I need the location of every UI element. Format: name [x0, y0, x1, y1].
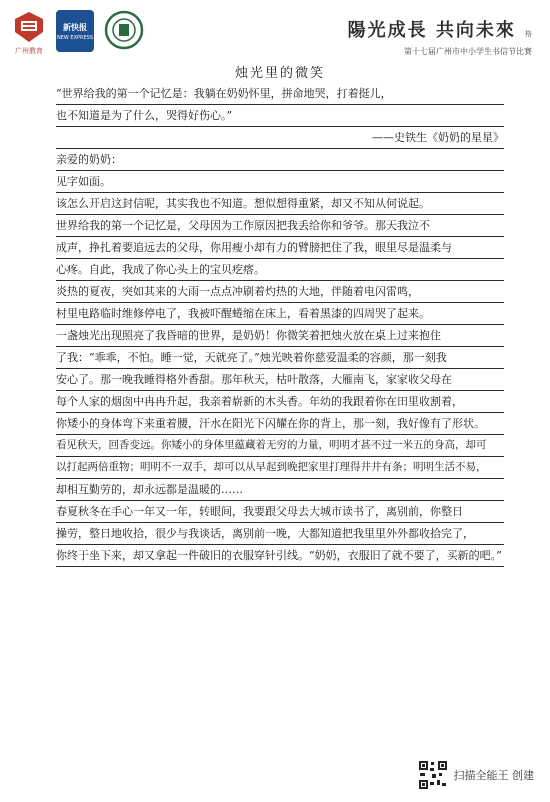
competition-slogan [348, 16, 532, 57]
logo2-text: 新快报 [63, 22, 87, 32]
new-express-logo [56, 10, 94, 52]
letter-line [56, 545, 504, 567]
slogan-small-mark: 格 [525, 30, 532, 38]
letter-line [56, 479, 504, 501]
scanner-watermark [418, 760, 535, 790]
letter-line-text: 却相互勤劳的，却永远都是温暖的…… [56, 483, 243, 496]
letter-line-text: 了我：“乖乖，不怕。睡一觉，天就亮了。”烛光映着你慈爱温柔的容颜，那一刻我 [56, 351, 447, 364]
letter-paper [56, 62, 504, 567]
letter-line-text: 见字如面。 [56, 175, 111, 188]
letter-line-text: 成声，挣扎着要追远去的父母，你用瘦小却有力的臂膀把住了我，眼里尽是温柔与 [56, 241, 452, 254]
letter-line-text: 炎热的夏夜，突如其来的大雨一点点冲刷着灼热的大地，伴随着电闪雷鸣， [56, 285, 419, 298]
letter-line [56, 435, 504, 457]
letter-line [56, 369, 504, 391]
competition-name: 第十七届广州市中小学生书信节比赛 [404, 47, 532, 56]
letter-line-text: 你终于坐下来，却又拿起一件破旧的衣服穿针引线。“奶奶，衣服旧了就不要了，买新的吧。” [56, 549, 502, 562]
letter-line-text: 你矮小的身体弯下来重着腰，汗水在阳光下闪耀在你的背上，那一刻，我好像有了形状。 [56, 417, 485, 430]
letter-line [56, 281, 504, 303]
letter-line-text: 世界给我的第一个记忆是，父母因为工作原因把我丢给你和爷爷。那天我泣不 [56, 219, 430, 232]
letter-line [56, 105, 504, 127]
letter-line-text: 每个人家的烟囱中冉冉升起，我亲着崭新的木头香。年幼的我跟着你在田里收割着， [56, 395, 463, 408]
scanner-label: 扫描全能王 创建 [453, 769, 534, 782]
letter-line-text: 安心了。那一晚我睡得格外香甜。那年秋天，枯叶散落，大雁南飞，家家收父母在 [56, 373, 452, 386]
letter-line-text: ——史铁生《奶奶的星星》 [372, 131, 504, 144]
letter-line [56, 127, 504, 149]
letter-line [56, 413, 504, 435]
letter-line-text: 也不知道是为了什么，哭得好伤心。” [56, 109, 233, 122]
letter-line-text: 亲爱的奶奶： [56, 153, 122, 166]
letter-body [56, 83, 504, 567]
letter-line [56, 215, 504, 237]
letter-line-text: 一盏烛光出现照亮了我昏暗的世界，是奶奶！你微笑着把烛火放在桌上过来抱住 [56, 329, 441, 342]
guangzhou-education-logo [12, 10, 46, 56]
letter-line [56, 391, 504, 413]
logo2-sub: NEW EXPRESS [56, 34, 93, 41]
qr-code-icon [418, 760, 448, 790]
letter-line [56, 193, 504, 215]
letter-line [56, 457, 504, 479]
letter-line [56, 259, 504, 281]
letter-line [56, 347, 504, 369]
letter-title: 烛光里的微笑 [234, 66, 325, 81]
letter-line-text: “世界给我的第一个记忆是：我躺在奶奶怀里，拼命地哭，打着挺儿， [56, 87, 392, 100]
letter-line [56, 523, 504, 545]
letter-line-text: 以打起两倍重物；明明不一双手，却可以从早起到晚把家里打理得井井有条；明明生活不易， [56, 461, 487, 473]
sponsor-logos [12, 10, 144, 56]
letter-line [56, 325, 504, 347]
letter-line [56, 83, 504, 105]
letter-line-text: 操劳，整日地收拾，很少与我谈话，离别前一晚，大都知道把我里里外外都收拾完了， [56, 527, 474, 540]
letter-line [56, 171, 504, 193]
logo1-caption: 广州教育 [15, 47, 43, 55]
letter-line-text: 春夏秋冬在手心一年又一年，转眼间，我要跟父母去大城市读书了，离别前，你整日 [56, 505, 463, 518]
letter-line [56, 303, 504, 325]
letter-line-text: 村里电路临时维修停电了，我被吓醒蜷缩在床上，看着黑漆的四周哭了起来。 [56, 307, 430, 320]
crest-icon [12, 10, 46, 44]
letter-line-text: 该怎么开启这封信呢，其实我也不知道。想似想得重紧，却又不知从何说起。 [56, 197, 430, 210]
round-seal-icon [104, 10, 144, 50]
letter-line-text: 看见秋天，回香变远。你矮小的身体里蕴藏着无穷的力量，明明才甚不过一米五的身高，却可 [56, 439, 487, 451]
letter-line [56, 149, 504, 171]
letter-line-text: 心疼。自此，我成了你心头上的宝贝疙瘩。 [56, 263, 265, 276]
slogan-title: 陽光成長 共向未來 [347, 20, 516, 41]
letter-line [56, 501, 504, 523]
letter-line [56, 237, 504, 259]
